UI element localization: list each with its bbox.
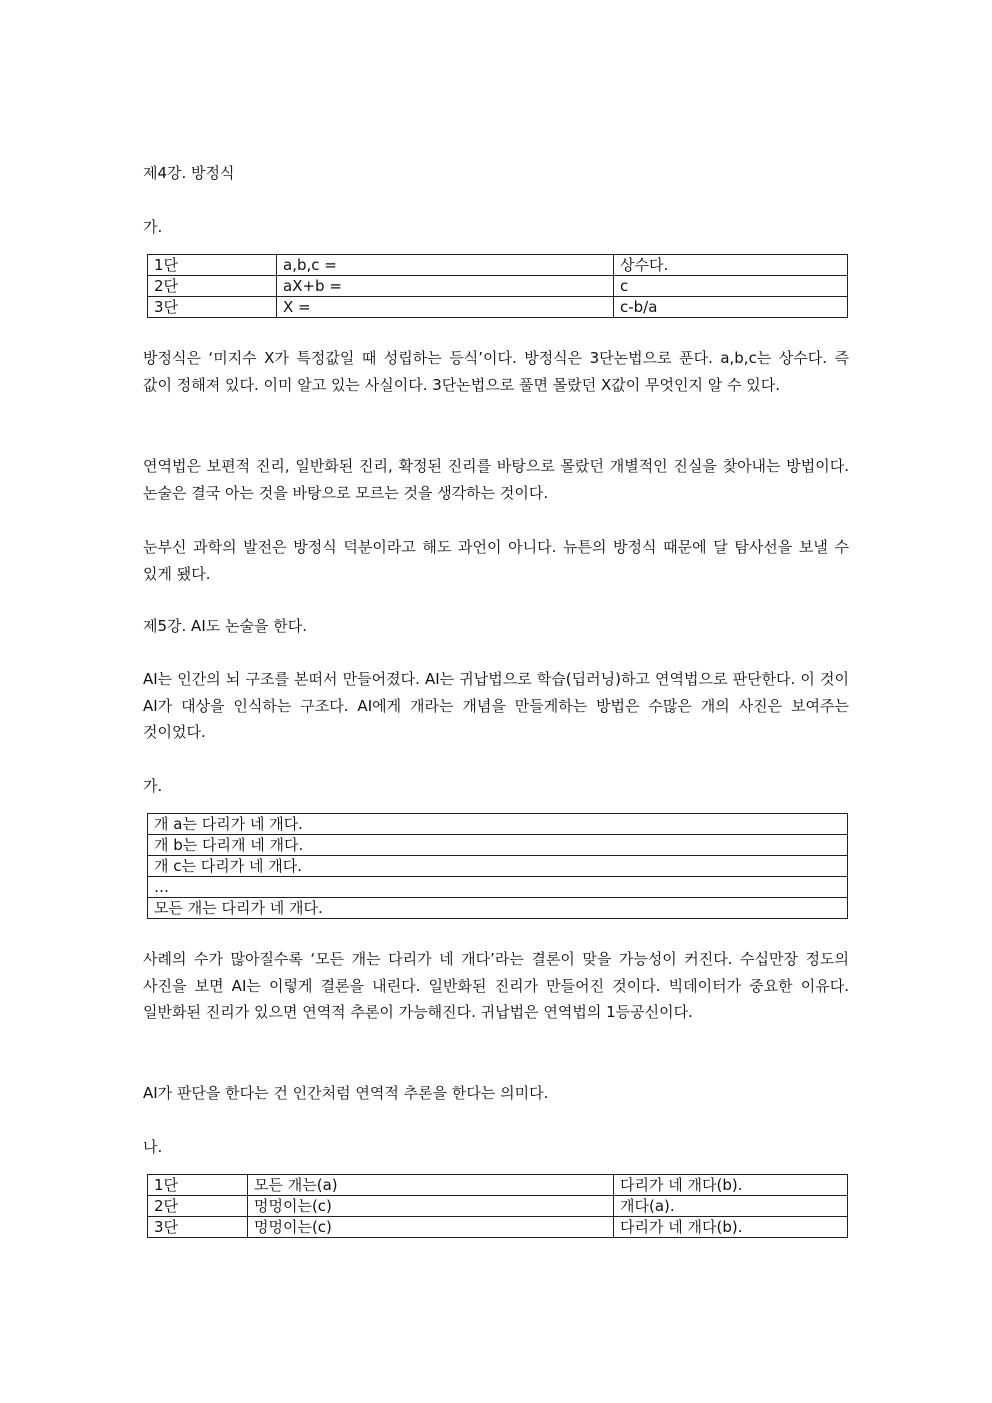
- table-row: [148, 856, 848, 877]
- induction-list-table: [147, 813, 848, 919]
- table-row: [148, 276, 848, 297]
- lesson5-sub-label-a: 가.: [143, 777, 163, 795]
- table-cell: 개 a는 다리가 네 개다.: [148, 814, 848, 835]
- table-cell: 2단: [148, 276, 277, 297]
- table-row: [148, 255, 848, 276]
- table-row: [148, 1196, 848, 1217]
- lesson5-title: 제5강. AI도 논술을 한다.: [143, 617, 307, 635]
- table-cell: 개다(a).: [614, 1196, 848, 1217]
- table-cell: a,b,c =: [277, 255, 614, 276]
- lesson4-sub-label: 가.: [143, 218, 163, 236]
- table-row: [148, 898, 848, 919]
- table-cell: aX+b =: [277, 276, 614, 297]
- deduction-paragraph: 연역법은 보편적 진리, 일반화된 진리, 확정된 진리를 바탕으로 몰랐던 개별적인 진실을 찾아내는 방법이다. 논술은 결국 아는 것을 바탕으로 모르는 것을 생각하는 것이다.: [143, 457, 849, 502]
- table-cell: 모든 개는 다리가 네 개다.: [148, 898, 848, 919]
- equation-table: [147, 254, 848, 318]
- syllogism-table: [147, 1174, 848, 1238]
- table-row: [148, 1175, 848, 1196]
- table-cell: 멍멍이는(c): [248, 1196, 614, 1217]
- table-cell: 다리가 네 개다(b).: [614, 1175, 848, 1196]
- table-cell: c: [614, 276, 848, 297]
- table-cell: …: [148, 877, 848, 898]
- table-cell: c-b/a: [614, 297, 848, 318]
- lesson4-title: 제4강. 방정식: [143, 164, 235, 182]
- table-row: [148, 835, 848, 856]
- table-cell: 개 c는 다리가 네 개다.: [148, 856, 848, 877]
- table-cell: 멍멍이는(c): [248, 1217, 614, 1238]
- table-row: [148, 814, 848, 835]
- table-cell: 모든 개는(a): [248, 1175, 614, 1196]
- table-cell: X =: [277, 297, 614, 318]
- table-cell: 3단: [148, 297, 277, 318]
- big-data-paragraph: 사례의 수가 많아질수록 ‘모든 개는 다리가 네 개다’라는 결론이 맞을 가능성이 커진다. 수십만장 정도의 사진을 보면 AI는 이렇게 결론을 내린다. 일반화된 진리가 만들어진 것이다. 빅데이터가 중요한 이유다. 일반화된 진리가 있으면 연역적 추론이 가능해진다. 귀납법은 연역법의 1등공신이다.: [143, 950, 849, 1021]
- table-cell: 1단: [148, 1175, 248, 1196]
- table-cell: 상수다.: [614, 255, 848, 276]
- ai-intro-paragraph: AI는 인간의 뇌 구조를 본떠서 만들어졌다. AI는 귀납법으로 학습(딥러닝)하고 연역법으로 판단한다. 이 것이 AI가 대상을 인식하는 구조다. AI에게 개라는 개념을 만들게하는 방법은 수많은 개의 사진은 보여주는 것이었다.: [143, 670, 850, 741]
- table-cell: 다리가 네 개다(b).: [614, 1217, 848, 1238]
- lesson5-sub-label-b: 나.: [143, 1138, 163, 1156]
- table-cell: 2단: [148, 1196, 248, 1217]
- table-row: [148, 1217, 848, 1238]
- table-row: [148, 877, 848, 898]
- table-cell: 1단: [148, 255, 277, 276]
- table-cell: 3단: [148, 1217, 248, 1238]
- equation-paragraph: 방정식은 ‘미지수 X가 특정값일 때 성립하는 등식’이다. 방정식은 3단논법으로 푼다. a,b,c는 상수다. 즉 값이 정해져 있다. 이미 알고 있는 사실이다. 3단논법으로 풀면 몰랐던 X값이 무엇인지 알 수 있다.: [143, 349, 849, 394]
- ai-judgment-statement: AI가 판단을 한다는 건 인간처럼 연역적 추론을 한다는 의미다.: [143, 1084, 549, 1102]
- table-row: [148, 297, 848, 318]
- science-paragraph: 눈부신 과학의 발전은 방정식 덕분이라고 해도 과언이 아니다. 뉴튼의 방정식 때문에 달 탐사선을 보낼 수 있게 됐다.: [143, 538, 849, 583]
- table-cell: 개 b는 다리개 네 개다.: [148, 835, 848, 856]
